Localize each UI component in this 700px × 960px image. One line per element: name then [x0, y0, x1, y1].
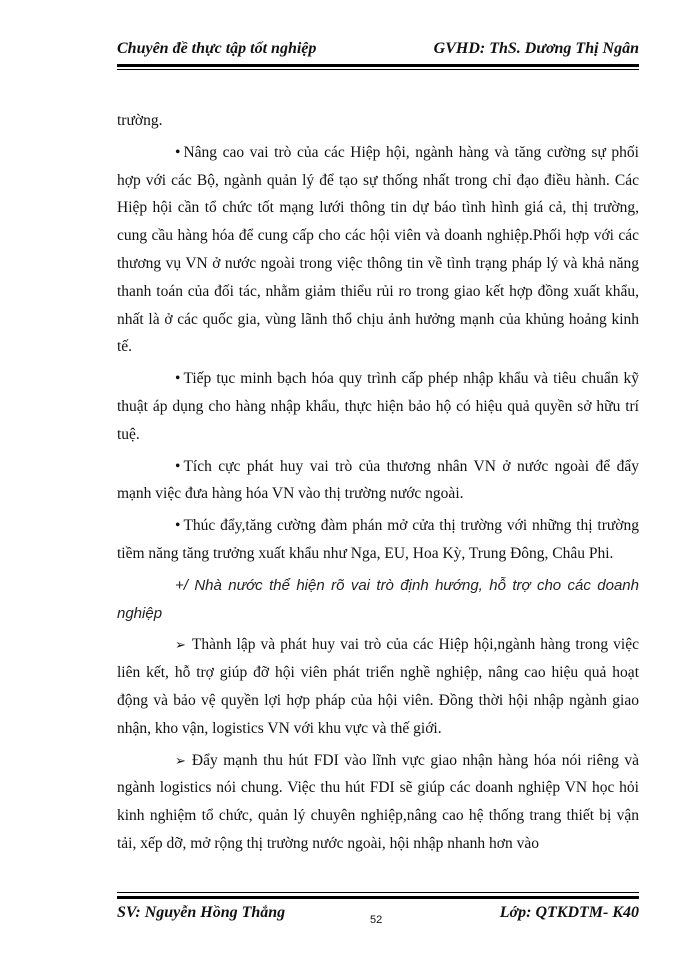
footer-rule-thick	[117, 896, 639, 899]
page-number: 52	[370, 914, 383, 926]
bullet-icon: •	[175, 143, 181, 161]
header-course-title: Chuyên đề thực tập tốt nghiệp	[117, 40, 317, 57]
footer-student-name: SV: Nguyễn Hồng Thắng	[117, 904, 286, 921]
document-body	[117, 107, 639, 862]
paragraph-import-licensing	[117, 365, 639, 448]
header-supervisor: GVHD: ThS. Dương Thị Ngân	[433, 40, 639, 57]
header-rule-thin	[117, 69, 639, 70]
paragraph-state-role-heading	[117, 572, 639, 628]
arrow-bullet-icon: ➢	[175, 637, 186, 653]
footer-rule-thin	[117, 892, 639, 893]
header-rule-thick	[117, 64, 639, 67]
paragraph-market-negotiation	[117, 512, 639, 568]
bullet-icon: •	[175, 457, 181, 475]
paragraph-text: Nâng cao vai trò của các Hiệp hội, ngành hàng và tăng cường sự phối hợp với các Bộ, ngành quản lý để tạo sự thống nhất trong chỉ đạo điều hành. Các Hiệp hội cần tổ chức tốt mạng lưới thông tin dự báo tình hình giá cả, thị trường, cung cầu hàng hóa để cung cấp cho các hội viên và doanh nghiệp.Phối hợp với các thương vụ VN ở nước ngoài trong việc thông tin về tình trạng pháp lý và khả năng thanh toán của đối tác, nhằm giảm thiểu rủi ro trong giao kết hợp đồng xuất khẩu, nhất là ở các quốc gia, vùng lãnh thổ chịu ảnh hưởng mạnh của khủng hoảng kinh tế.	[117, 143, 639, 356]
bullet-icon: •	[175, 370, 181, 388]
paragraph-text: Đẩy mạnh thu hút FDI vào lĩnh vực giao nhận hàng hóa nói riêng và ngành logistics nói chung. Việc thu hút FDI sẽ giúp các doanh nghiệp VN học hỏi kinh nghiệm tổ chức, quản lý chuyên nghiệp,nâng cao hệ thống trang thiết bị vận tải, xếp dỡ, mở rộng thị trường nước ngoài, hội nhập nhanh hơn vào	[117, 751, 639, 852]
paragraph-text: Thúc đẩy,tăng cường đàm phán mở cửa thị trường với những thị trường tiềm năng tăng trưởng xuất khẩu như Nga, EU, Hoa Kỳ, Trung Đông, Châu Phi.	[117, 517, 639, 562]
paragraph-associations-role	[117, 631, 639, 742]
paragraph-traders-abroad	[117, 453, 639, 509]
paragraph-text: Thành lập và phát huy vai trò của các Hiệp hội,ngành hàng trong việc liên kết, hỗ trợ giúp đỡ hội viên phát triển nghề nghiệp, nâng cao hiệu quả hoạt động và bảo vệ quyền lợi hợp pháp của hội viên. Đồng thời hội nhập ngành giao nhận, kho vận, logistics VN với khu vực và thế giới.	[117, 636, 639, 737]
paragraph-continuation: trường.	[117, 112, 163, 129]
page-header	[117, 36, 639, 66]
paragraph-fdi	[117, 747, 639, 858]
footer-class: Lớp: QTKDTM- K40	[499, 904, 639, 921]
paragraph-text: Tiếp tục minh bạch hóa quy trình cấp phép nhập khẩu và tiêu chuẩn kỹ thuật áp dụng cho hàng nhập khẩu, thực hiện bảo hộ có hiệu quả quyền sở hữu trí tuệ.	[117, 370, 639, 443]
paragraph-associations	[117, 139, 639, 361]
bullet-icon: •	[175, 517, 181, 535]
italic-subheading: +/ Nhà nước thể hiện rõ vai trò định hướng, hỗ trợ cho các doanh nghiệp	[117, 576, 639, 622]
page-footer	[117, 892, 639, 942]
paragraph-text: Tích cực phát huy vai trò của thương nhân VN ở nước ngoài để đẩy mạnh việc đưa hàng hóa VN vào thị trường nước ngoài.	[117, 457, 639, 503]
arrow-bullet-icon: ➢	[175, 752, 186, 768]
